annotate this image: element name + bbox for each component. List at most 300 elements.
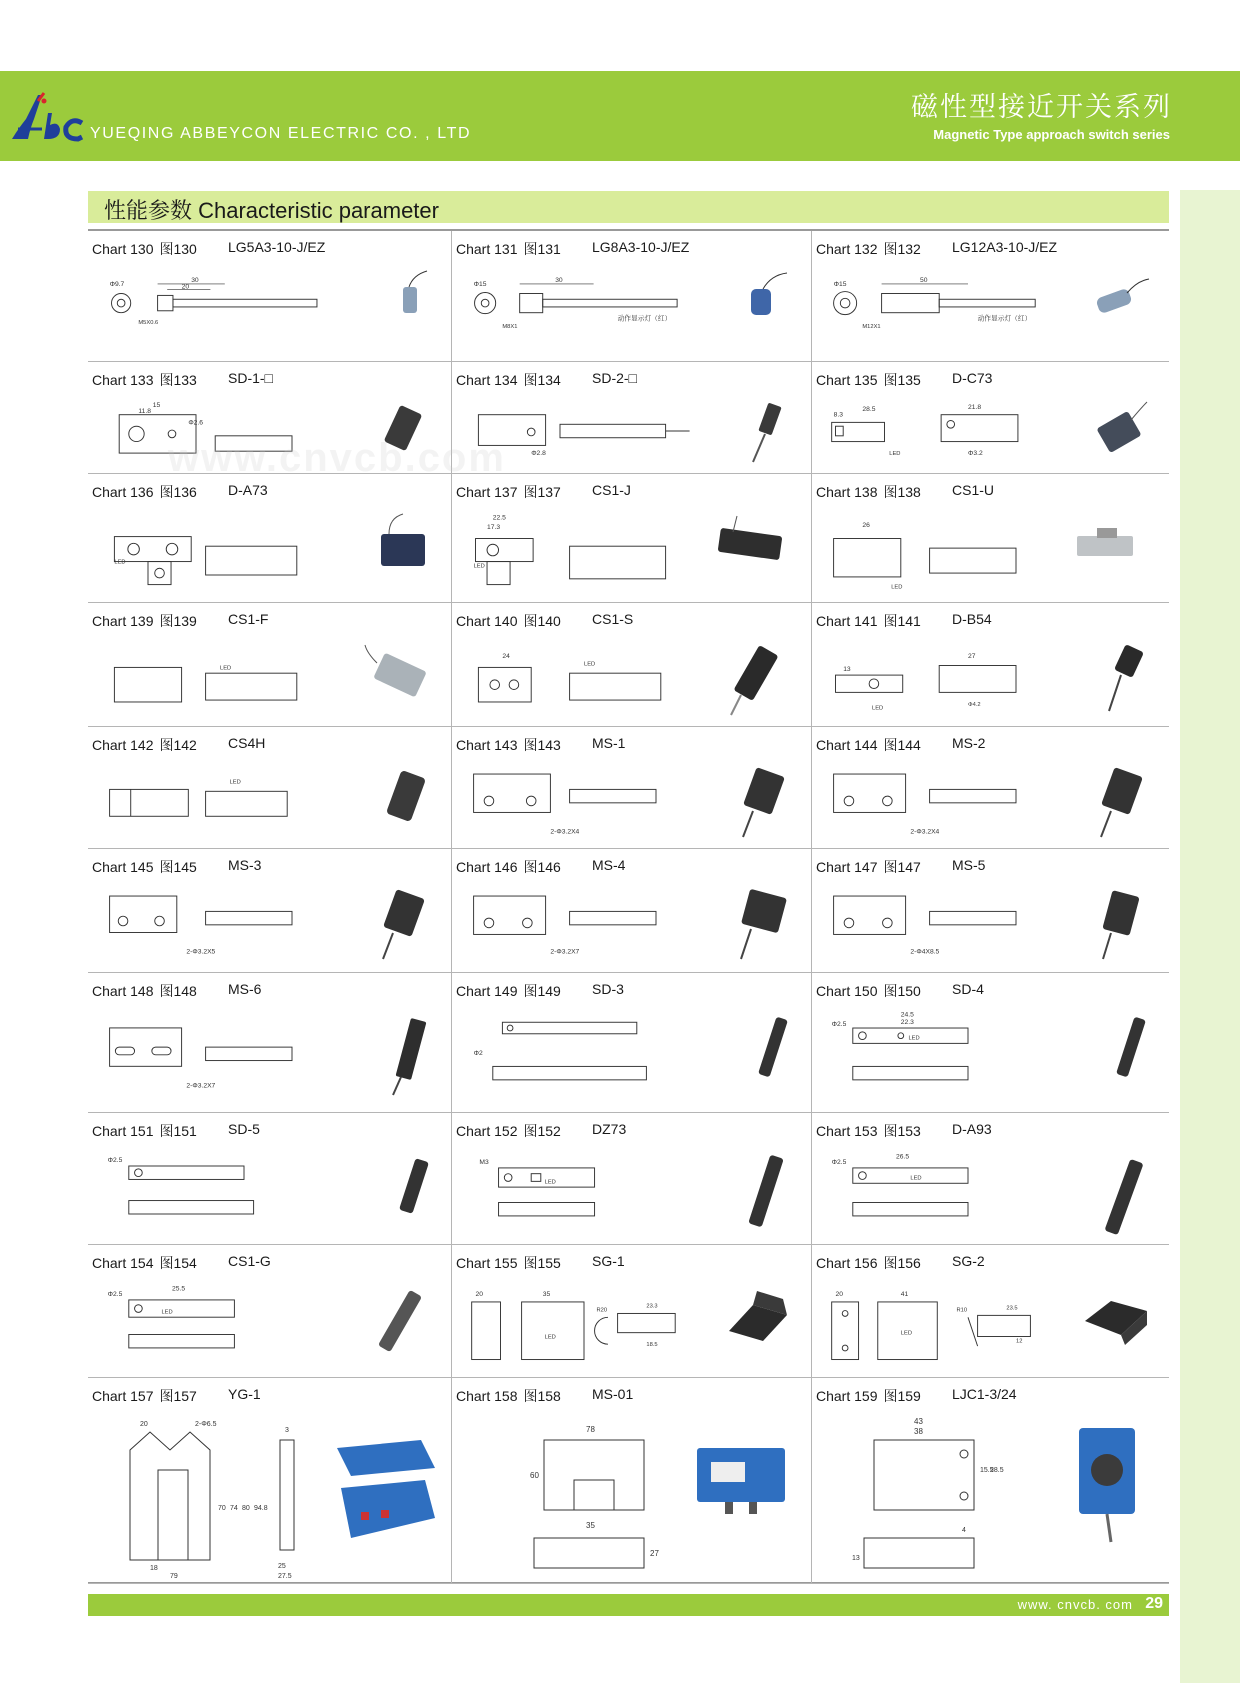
model-name: LG8A3-10-J/EZ <box>592 239 690 255</box>
dim-label: 2-Φ4X8.5 <box>910 948 940 956</box>
dim-label: 28.5 <box>990 1467 1004 1474</box>
product-photo-icon <box>723 639 793 719</box>
dim-label: 25 <box>278 1563 286 1570</box>
dim-label: 18.5 <box>646 1342 658 1349</box>
dim-label: LED <box>544 1179 556 1186</box>
chart-number-cn: 图145 <box>159 859 197 875</box>
product-photo-icon <box>331 1428 441 1548</box>
chart-number: Chart 137 <box>456 484 518 500</box>
model-name: SD-5 <box>228 1121 260 1137</box>
dimension-drawing <box>824 1005 1064 1100</box>
chart-cell-131 <box>452 231 812 361</box>
chart-number: Chart 140 <box>456 613 518 629</box>
chart-number-cn: 图148 <box>159 983 197 999</box>
grid-row <box>88 474 1169 603</box>
dimension-drawing <box>464 1277 704 1372</box>
chart-number: Chart 144 <box>816 737 878 753</box>
dim-label: LED <box>889 451 901 458</box>
product-photo-icon <box>753 1009 793 1089</box>
dim-label: M5X0.6 <box>138 320 159 327</box>
dim-label: 27 <box>968 652 976 660</box>
chart-cell-155 <box>452 1245 812 1377</box>
chart-number: Chart 131 <box>456 241 518 257</box>
grid-row <box>88 727 1169 849</box>
model-name: D-B54 <box>952 611 992 627</box>
dim-label: 50 <box>920 276 928 284</box>
chart-cell-132 <box>812 231 1169 361</box>
product-photo-icon <box>1091 267 1151 327</box>
dim-label: LED <box>544 1334 556 1341</box>
dim-label: 35 <box>586 1521 595 1530</box>
model-name: SG-1 <box>592 1253 625 1269</box>
dim-label: LED <box>584 661 596 668</box>
dim-label: 动作显示灯（红） <box>617 315 672 323</box>
dim-label: 78 <box>586 1425 595 1434</box>
chart-number-cn: 图142 <box>159 737 197 753</box>
product-photo-icon <box>691 1438 791 1528</box>
dimension-drawing <box>824 394 1064 469</box>
chart-caption <box>816 1121 992 1141</box>
chart-cell-130 <box>88 231 452 361</box>
model-name: LG5A3-10-J/EZ <box>228 239 326 255</box>
dimension-drawing <box>464 881 704 961</box>
dim-label: 20 <box>835 1291 844 1299</box>
dim-label: 27.5 <box>278 1573 292 1580</box>
chart-caption <box>816 857 986 877</box>
dim-label: 21.8 <box>968 403 982 411</box>
dim-label: 30 <box>555 276 563 284</box>
dimension-drawing <box>464 1005 704 1100</box>
product-photo-icon <box>733 885 793 965</box>
chart-number-cn: 图159 <box>883 1388 921 1404</box>
grid-row <box>88 973 1169 1113</box>
product-photo-icon <box>743 398 793 468</box>
dim-label: 20 <box>475 1291 484 1299</box>
chart-caption <box>816 239 1058 259</box>
model-name: SD-1-□ <box>228 370 274 386</box>
chart-cell-157 <box>88 1378 452 1583</box>
chart-cell-139 <box>88 603 452 726</box>
dim-label: 2-Φ3.2X7 <box>550 948 580 956</box>
footer-bar <box>88 1594 1169 1616</box>
chart-cell-154 <box>88 1245 452 1377</box>
dimension-drawing <box>100 1410 340 1580</box>
chart-caption <box>816 370 993 390</box>
model-name: MS-01 <box>592 1386 634 1402</box>
section-title: 性能参数 Characteristic parameter <box>104 198 439 223</box>
dim-label: 2-Φ6.5 <box>195 1421 217 1428</box>
dim-label: 22.5 <box>492 514 506 522</box>
chart-cell-135 <box>812 362 1169 473</box>
chart-number: Chart 159 <box>816 1388 878 1404</box>
chart-caption <box>92 370 274 390</box>
product-photo-icon <box>363 639 433 709</box>
chart-number: Chart 151 <box>92 1123 154 1139</box>
chart-number-cn: 图141 <box>883 613 921 629</box>
dimension-drawing <box>824 759 1064 839</box>
side-stripe <box>1180 190 1240 1683</box>
chart-caption <box>92 857 262 877</box>
chart-number: Chart 157 <box>92 1388 154 1404</box>
chart-cell-149 <box>452 973 812 1112</box>
dim-label: 23.3 <box>646 1303 658 1310</box>
dimension-drawing <box>100 759 340 839</box>
product-photo-icon <box>373 1281 433 1361</box>
chart-caption <box>92 611 269 631</box>
model-name: MS-6 <box>228 981 262 997</box>
model-name: SG-2 <box>952 1253 985 1269</box>
dimension-drawing <box>464 1145 704 1235</box>
dim-label: 22.3 <box>900 1019 914 1027</box>
chart-number-cn: 图143 <box>523 737 561 753</box>
chart-cell-140 <box>452 603 812 726</box>
dim-label: 26 <box>862 522 870 529</box>
chart-number: Chart 142 <box>92 737 154 753</box>
chart-number: Chart 146 <box>456 859 518 875</box>
section-bar <box>88 191 1169 223</box>
chart-number: Chart 152 <box>456 1123 518 1139</box>
chart-number-cn: 图139 <box>159 613 197 629</box>
dim-label: M3 <box>479 1159 489 1167</box>
chart-number-cn: 图137 <box>523 484 561 500</box>
product-photo-icon <box>393 267 433 327</box>
chart-number-cn: 图147 <box>883 859 921 875</box>
dimension-drawing <box>824 263 1064 348</box>
model-name: MS-2 <box>952 735 986 751</box>
product-photo-icon <box>383 1009 433 1099</box>
series-title-cn: 磁性型接近开关系列 <box>911 92 1172 122</box>
product-photo-icon <box>393 1149 433 1229</box>
chart-grid <box>88 229 1169 1584</box>
grid-row <box>88 1245 1169 1378</box>
dim-label: 12 <box>1016 1338 1023 1345</box>
dim-label: Φ2.5 <box>831 1159 847 1167</box>
dim-label: LED <box>473 563 485 570</box>
product-photo-icon <box>1101 1149 1151 1249</box>
dim-label: Φ2.5 <box>107 1291 123 1299</box>
chart-cell-145 <box>88 849 452 972</box>
chart-number-cn: 图135 <box>883 372 921 388</box>
chart-caption <box>816 1253 985 1273</box>
dim-label: 15.5 <box>980 1467 994 1474</box>
dim-label: LED <box>910 1175 922 1182</box>
chart-number: Chart 136 <box>92 484 154 500</box>
chart-cell-156 <box>812 1245 1169 1377</box>
dimension-drawing <box>464 506 704 596</box>
dimension-drawing <box>824 506 1064 596</box>
product-photo-icon <box>1101 639 1151 719</box>
chart-number-cn: 图134 <box>523 372 561 388</box>
dim-label: LED <box>900 1330 912 1337</box>
chart-cell-151 <box>88 1113 452 1244</box>
page-header <box>0 71 1240 161</box>
chart-caption <box>456 857 626 877</box>
chart-number: Chart 139 <box>92 613 154 629</box>
chart-number: Chart 135 <box>816 372 878 388</box>
dim-label: 20 <box>140 1421 148 1428</box>
dimension-drawing <box>464 263 704 348</box>
dim-label: LED <box>229 779 241 786</box>
chart-cell-152 <box>452 1113 812 1244</box>
dimension-drawing <box>824 635 1064 720</box>
dimension-drawing <box>100 1277 340 1367</box>
chart-number-cn: 图130 <box>159 241 197 257</box>
dim-label: 8.3 <box>833 411 843 419</box>
dim-label: 30 <box>191 276 199 284</box>
chart-caption <box>816 482 995 502</box>
dim-label: Φ2.5 <box>107 1157 123 1165</box>
dim-label: Φ9.7 <box>109 280 125 288</box>
series-title-en: Magnetic Type approach switch series <box>933 127 1170 142</box>
dim-label: 60 <box>530 1471 539 1480</box>
dim-label: LED <box>891 584 903 591</box>
dim-label: 2-Φ3.2X4 <box>550 828 580 836</box>
product-photo-icon <box>1071 510 1151 570</box>
footer-url[interactable]: www. cnvcb. com <box>1017 1597 1133 1612</box>
dimension-drawing <box>100 1005 340 1095</box>
chart-number-cn: 图131 <box>523 241 561 257</box>
dimension-drawing <box>824 1145 1064 1235</box>
chart-caption <box>92 735 266 755</box>
chart-cell-146 <box>452 849 812 972</box>
chart-number: Chart 155 <box>456 1255 518 1271</box>
dim-label: 24.5 <box>900 1011 914 1019</box>
chart-number: Chart 130 <box>92 241 154 257</box>
chart-cell-142 <box>88 727 452 848</box>
grid-row <box>88 231 1169 362</box>
dimension-drawing <box>100 881 340 961</box>
product-photo-icon <box>373 510 433 580</box>
model-name: CS1-J <box>592 482 631 498</box>
chart-number-cn: 图155 <box>523 1255 561 1271</box>
chart-number-cn: 图132 <box>883 241 921 257</box>
dim-label: 74 <box>230 1505 238 1512</box>
chart-number: Chart 147 <box>816 859 878 875</box>
chart-number: Chart 154 <box>92 1255 154 1271</box>
chart-caption <box>92 482 268 502</box>
grid-row <box>88 1378 1169 1584</box>
model-name: MS-3 <box>228 857 262 873</box>
dim-label: Φ4.2 <box>968 701 981 708</box>
dim-label: 11.8 <box>138 407 151 415</box>
dim-label: LED <box>161 1309 173 1316</box>
chart-caption <box>456 981 624 1001</box>
product-photo-icon <box>373 885 433 965</box>
model-name: MS-1 <box>592 735 626 751</box>
model-name: MS-5 <box>952 857 986 873</box>
chart-number-cn: 图157 <box>159 1388 197 1404</box>
chart-number-cn: 图144 <box>883 737 921 753</box>
chart-number-cn: 图138 <box>883 484 921 500</box>
model-name: D-C73 <box>952 370 993 386</box>
grid-row <box>88 1113 1169 1245</box>
model-name: YG-1 <box>228 1386 261 1402</box>
chart-number: Chart 133 <box>92 372 154 388</box>
dimension-drawing <box>824 1410 1064 1580</box>
chart-cell-136 <box>88 474 452 602</box>
chart-number: Chart 134 <box>456 372 518 388</box>
chart-caption <box>816 1386 1017 1406</box>
dim-label: R10 <box>956 1307 968 1314</box>
model-name: SD-3 <box>592 981 624 997</box>
dim-label: 18 <box>150 1565 158 1572</box>
model-name: CS1-G <box>228 1253 271 1269</box>
chart-caption <box>92 1121 260 1141</box>
model-name: D-A93 <box>952 1121 992 1137</box>
product-photo-icon <box>733 763 793 843</box>
chart-number: Chart 150 <box>816 983 878 999</box>
product-photo-icon <box>723 1281 793 1351</box>
chart-number: Chart 149 <box>456 983 518 999</box>
dim-label: Φ2.5 <box>831 1021 847 1029</box>
dim-label: 23.5 <box>1006 1305 1018 1312</box>
chart-cell-147 <box>812 849 1169 972</box>
chart-caption <box>92 981 262 1001</box>
chart-number: Chart 156 <box>816 1255 878 1271</box>
dim-label: 27 <box>650 1549 659 1558</box>
product-photo-icon <box>383 763 433 833</box>
dimension-drawing <box>824 1277 1064 1372</box>
chart-cell-153 <box>812 1113 1169 1244</box>
product-photo-icon <box>1091 885 1151 965</box>
chart-number-cn: 图133 <box>159 372 197 388</box>
dimension-drawing <box>824 881 1064 961</box>
dimension-drawing <box>100 263 340 348</box>
dim-label: Φ2.6 <box>188 419 204 427</box>
chart-number: Chart 158 <box>456 1388 518 1404</box>
dimension-drawing <box>464 759 704 839</box>
model-name: CS1-F <box>228 611 269 627</box>
dim-label: LED <box>114 559 126 566</box>
chart-caption <box>456 482 631 502</box>
chart-caption <box>456 370 638 390</box>
dim-label: 41 <box>900 1291 909 1299</box>
chart-number: Chart 138 <box>816 484 878 500</box>
chart-caption <box>816 981 984 1001</box>
chart-number-cn: 图151 <box>159 1123 197 1139</box>
page-number: 29 <box>1145 1595 1163 1612</box>
dim-label: 17.3 <box>487 523 501 531</box>
chart-number-cn: 图136 <box>159 484 197 500</box>
model-name: SD-4 <box>952 981 984 997</box>
dim-label: LED <box>220 665 232 672</box>
chart-number: Chart 148 <box>92 983 154 999</box>
chart-cell-150 <box>812 973 1169 1112</box>
chart-caption <box>456 239 690 259</box>
chart-cell-134 <box>452 362 812 473</box>
chart-cell-141 <box>812 603 1169 726</box>
product-photo-icon <box>743 267 793 327</box>
dim-label: Φ15 <box>473 280 487 288</box>
model-name: LJC1-3/24 <box>952 1386 1017 1402</box>
dim-label: M12X1 <box>862 324 881 331</box>
dim-label: Φ2.8 <box>531 450 546 458</box>
dimension-drawing <box>100 635 340 720</box>
dim-label: 3 <box>285 1427 289 1434</box>
chart-number-cn: 图154 <box>159 1255 197 1271</box>
dim-label: Φ3.2 <box>968 450 983 458</box>
grid-row <box>88 849 1169 973</box>
dim-label: R20 <box>596 1307 608 1314</box>
chart-cell-143 <box>452 727 812 848</box>
chart-cell-158 <box>452 1378 812 1583</box>
dim-label: 动作显示灯（红） <box>977 315 1032 323</box>
chart-cell-137 <box>452 474 812 602</box>
chart-caption <box>456 1121 627 1141</box>
dim-label: Φ15 <box>833 280 847 288</box>
dim-label: 79 <box>170 1573 178 1580</box>
chart-caption <box>92 1253 271 1273</box>
chart-caption <box>456 611 634 631</box>
model-name: MS-4 <box>592 857 626 873</box>
dim-label: 26.5 <box>896 1153 910 1161</box>
chart-cell-148 <box>88 973 452 1112</box>
chart-number-cn: 图149 <box>523 983 561 999</box>
product-photo-icon <box>743 1149 793 1239</box>
dim-label: 35 <box>542 1291 551 1299</box>
chart-number: Chart 145 <box>92 859 154 875</box>
grid-row <box>88 603 1169 727</box>
chart-number-cn: 图158 <box>523 1388 561 1404</box>
model-name: LG12A3-10-J/EZ <box>952 239 1058 255</box>
chart-cell-144 <box>812 727 1169 848</box>
dimension-drawing <box>100 506 340 596</box>
model-name: D-A73 <box>228 482 268 498</box>
chart-number-cn: 图153 <box>883 1123 921 1139</box>
chart-caption <box>456 735 626 755</box>
dim-label: 2-Φ3.2X5 <box>186 948 216 956</box>
chart-number-cn: 图146 <box>523 859 561 875</box>
dim-label: 13 <box>843 666 851 674</box>
dim-label: 94.8 <box>254 1505 268 1512</box>
watermark-text: www.cnvcb.com <box>168 436 506 480</box>
dim-label: M8X1 <box>502 324 518 331</box>
dim-label: LED <box>872 705 884 712</box>
chart-caption <box>456 1386 634 1406</box>
product-photo-icon <box>1091 398 1151 468</box>
dim-label: 43 <box>914 1417 923 1426</box>
dim-label: 2-Φ3.2X4 <box>910 828 940 836</box>
model-name: CS1-S <box>592 611 634 627</box>
chart-number: Chart 143 <box>456 737 518 753</box>
chart-caption <box>816 611 992 631</box>
chart-caption <box>92 239 326 259</box>
dim-label: 28.5 <box>862 405 876 413</box>
dim-label: 4 <box>962 1527 966 1534</box>
dim-label: 70 <box>218 1505 226 1512</box>
company-name: YUEQING ABBEYCON ELECTRIC CO. , LTD <box>90 125 472 142</box>
model-name: DZ73 <box>592 1121 627 1137</box>
chart-caption <box>92 1386 261 1406</box>
product-photo-icon <box>1111 1009 1151 1089</box>
product-photo-icon <box>713 510 793 570</box>
chart-number: Chart 132 <box>816 241 878 257</box>
dim-label: 20 <box>181 283 190 291</box>
model-name: SD-2-□ <box>592 370 638 386</box>
chart-caption <box>456 1253 625 1273</box>
chart-number-cn: 图152 <box>523 1123 561 1139</box>
chart-number-cn: 图150 <box>883 983 921 999</box>
model-name: CS4H <box>228 735 266 751</box>
model-name: CS1-U <box>952 482 995 498</box>
chart-cell-138 <box>812 474 1169 602</box>
chart-number: Chart 153 <box>816 1123 878 1139</box>
chart-number: Chart 141 <box>816 613 878 629</box>
dim-label: 13 <box>852 1555 860 1562</box>
dim-label: 15 <box>152 402 161 410</box>
company-logo-icon <box>8 89 86 145</box>
chart-number-cn: 图140 <box>523 613 561 629</box>
